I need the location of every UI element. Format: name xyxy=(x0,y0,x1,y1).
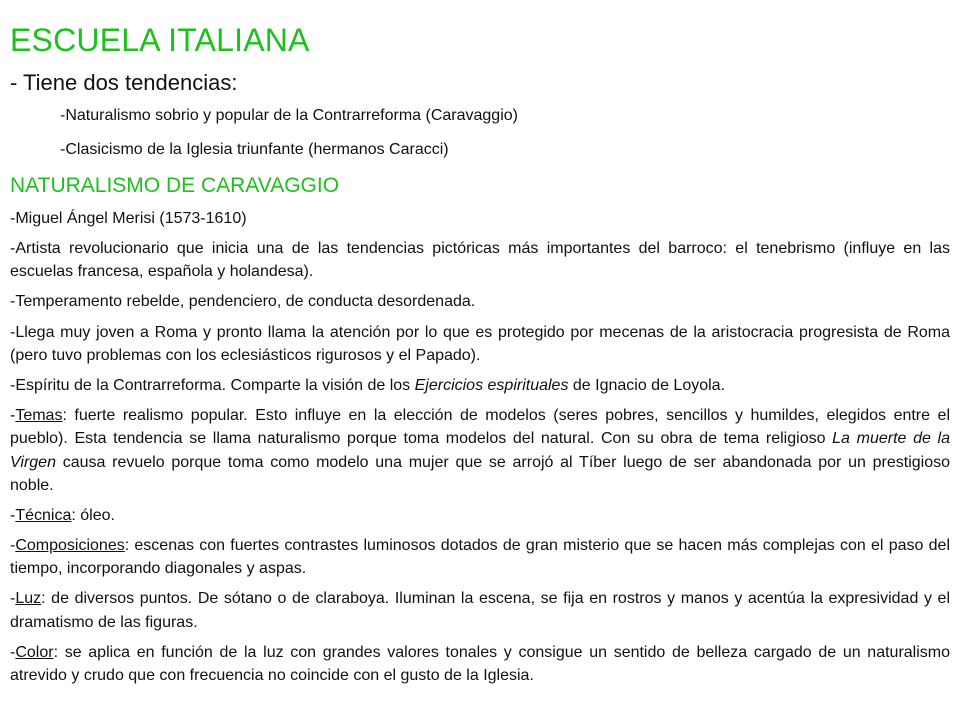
slide-title: ESCUELA ITALIANA xyxy=(10,22,310,58)
text-span: : escenas con fuertes contrastes luminosos dotados de gran misterio que se hacen más complejas con el paso del tiempo, incorporando diagonales y aspas. xyxy=(10,537,950,578)
dash: - xyxy=(10,537,16,555)
paragraph-rome: -Llega muy joven a Roma y pronto llama la atención por lo que es protegido por mecenas de la aristocracia progresista de Roma (pero tuvo problemas con los eclesiásticos rigurosos y el Papado). xyxy=(10,323,950,364)
paragraph-artist: -Artista revolucionario que inicia una de las tendencias pictóricas más importantes del barroco: el tenebrismo (influye en las escuelas francesa, española y holandesa). xyxy=(10,240,950,281)
paragraph-luz xyxy=(10,587,950,633)
tendencia-item: -Naturalismo sobrio y popular de la Contrarreforma (Caravaggio) xyxy=(60,107,518,125)
text-span: : óleo. xyxy=(71,506,115,524)
dash: - xyxy=(10,506,16,524)
italic-title: Ejercicios espirituales xyxy=(414,376,569,394)
label-color: Color xyxy=(15,643,54,661)
section-title: NATURALISMO DE CARAVAGGIO xyxy=(10,173,340,197)
subtitle: - Tiene dos tendencias: xyxy=(10,69,238,95)
paragraph-temas xyxy=(10,404,950,497)
dash: - xyxy=(10,643,16,661)
text-span: -Espíritu de la Contrarreforma. Comparte la visión de los xyxy=(10,376,415,394)
paragraph-tecnica xyxy=(10,504,950,527)
tendencia-item: -Clasicismo de la Iglesia triunfante (hermanos Caracci) xyxy=(60,140,449,158)
paragraph-color xyxy=(10,641,950,687)
text-span: : de diversos puntos. De sótano o de claraboya. Iluminan la escena, se fija en rostros y manos y acentúa la expresividad y el dramatismo de las figuras. xyxy=(10,590,950,631)
paragraph-composiciones xyxy=(10,534,950,580)
label-temas: Temas xyxy=(15,407,63,425)
italic-title: La muerte de la Virgen xyxy=(10,430,950,471)
text-span: : fuerte realismo popular. Esto influye en la elección de modelos (seres pobres, sencillos y humildes, elegidos entre el pueblo). Esta tendencia se llama naturalismo porque toma modelos del natural. Con su obra de tema religioso xyxy=(10,407,950,448)
text-span: de Ignacio de Loyola. xyxy=(568,376,726,394)
label-luz: Luz xyxy=(15,590,42,608)
paragraph-temperament: -Temperamento rebelde, pendenciero, de conducta desordenada. xyxy=(10,293,476,311)
label-composiciones: Composiciones xyxy=(15,537,125,555)
text-span: causa revuelo porque toma como modelo una mujer que se arrojó al Tíber luego de ser abandonada por un prestigioso noble. xyxy=(10,453,950,494)
dash: - xyxy=(10,407,16,425)
text-span: : se aplica en función de la luz con grandes valores tonales y consigue un sentido de belleza cargado de un naturalismo atrevido y crudo que con frecuencia no coincide con el gusto de la Iglesia. xyxy=(10,643,950,685)
dash: - xyxy=(10,590,16,608)
label-tecnica: Técnica xyxy=(15,506,72,524)
paragraph-birth: -Miguel Ángel Merisi (1573-1610) xyxy=(10,209,247,227)
paragraph-spirit xyxy=(10,374,950,397)
